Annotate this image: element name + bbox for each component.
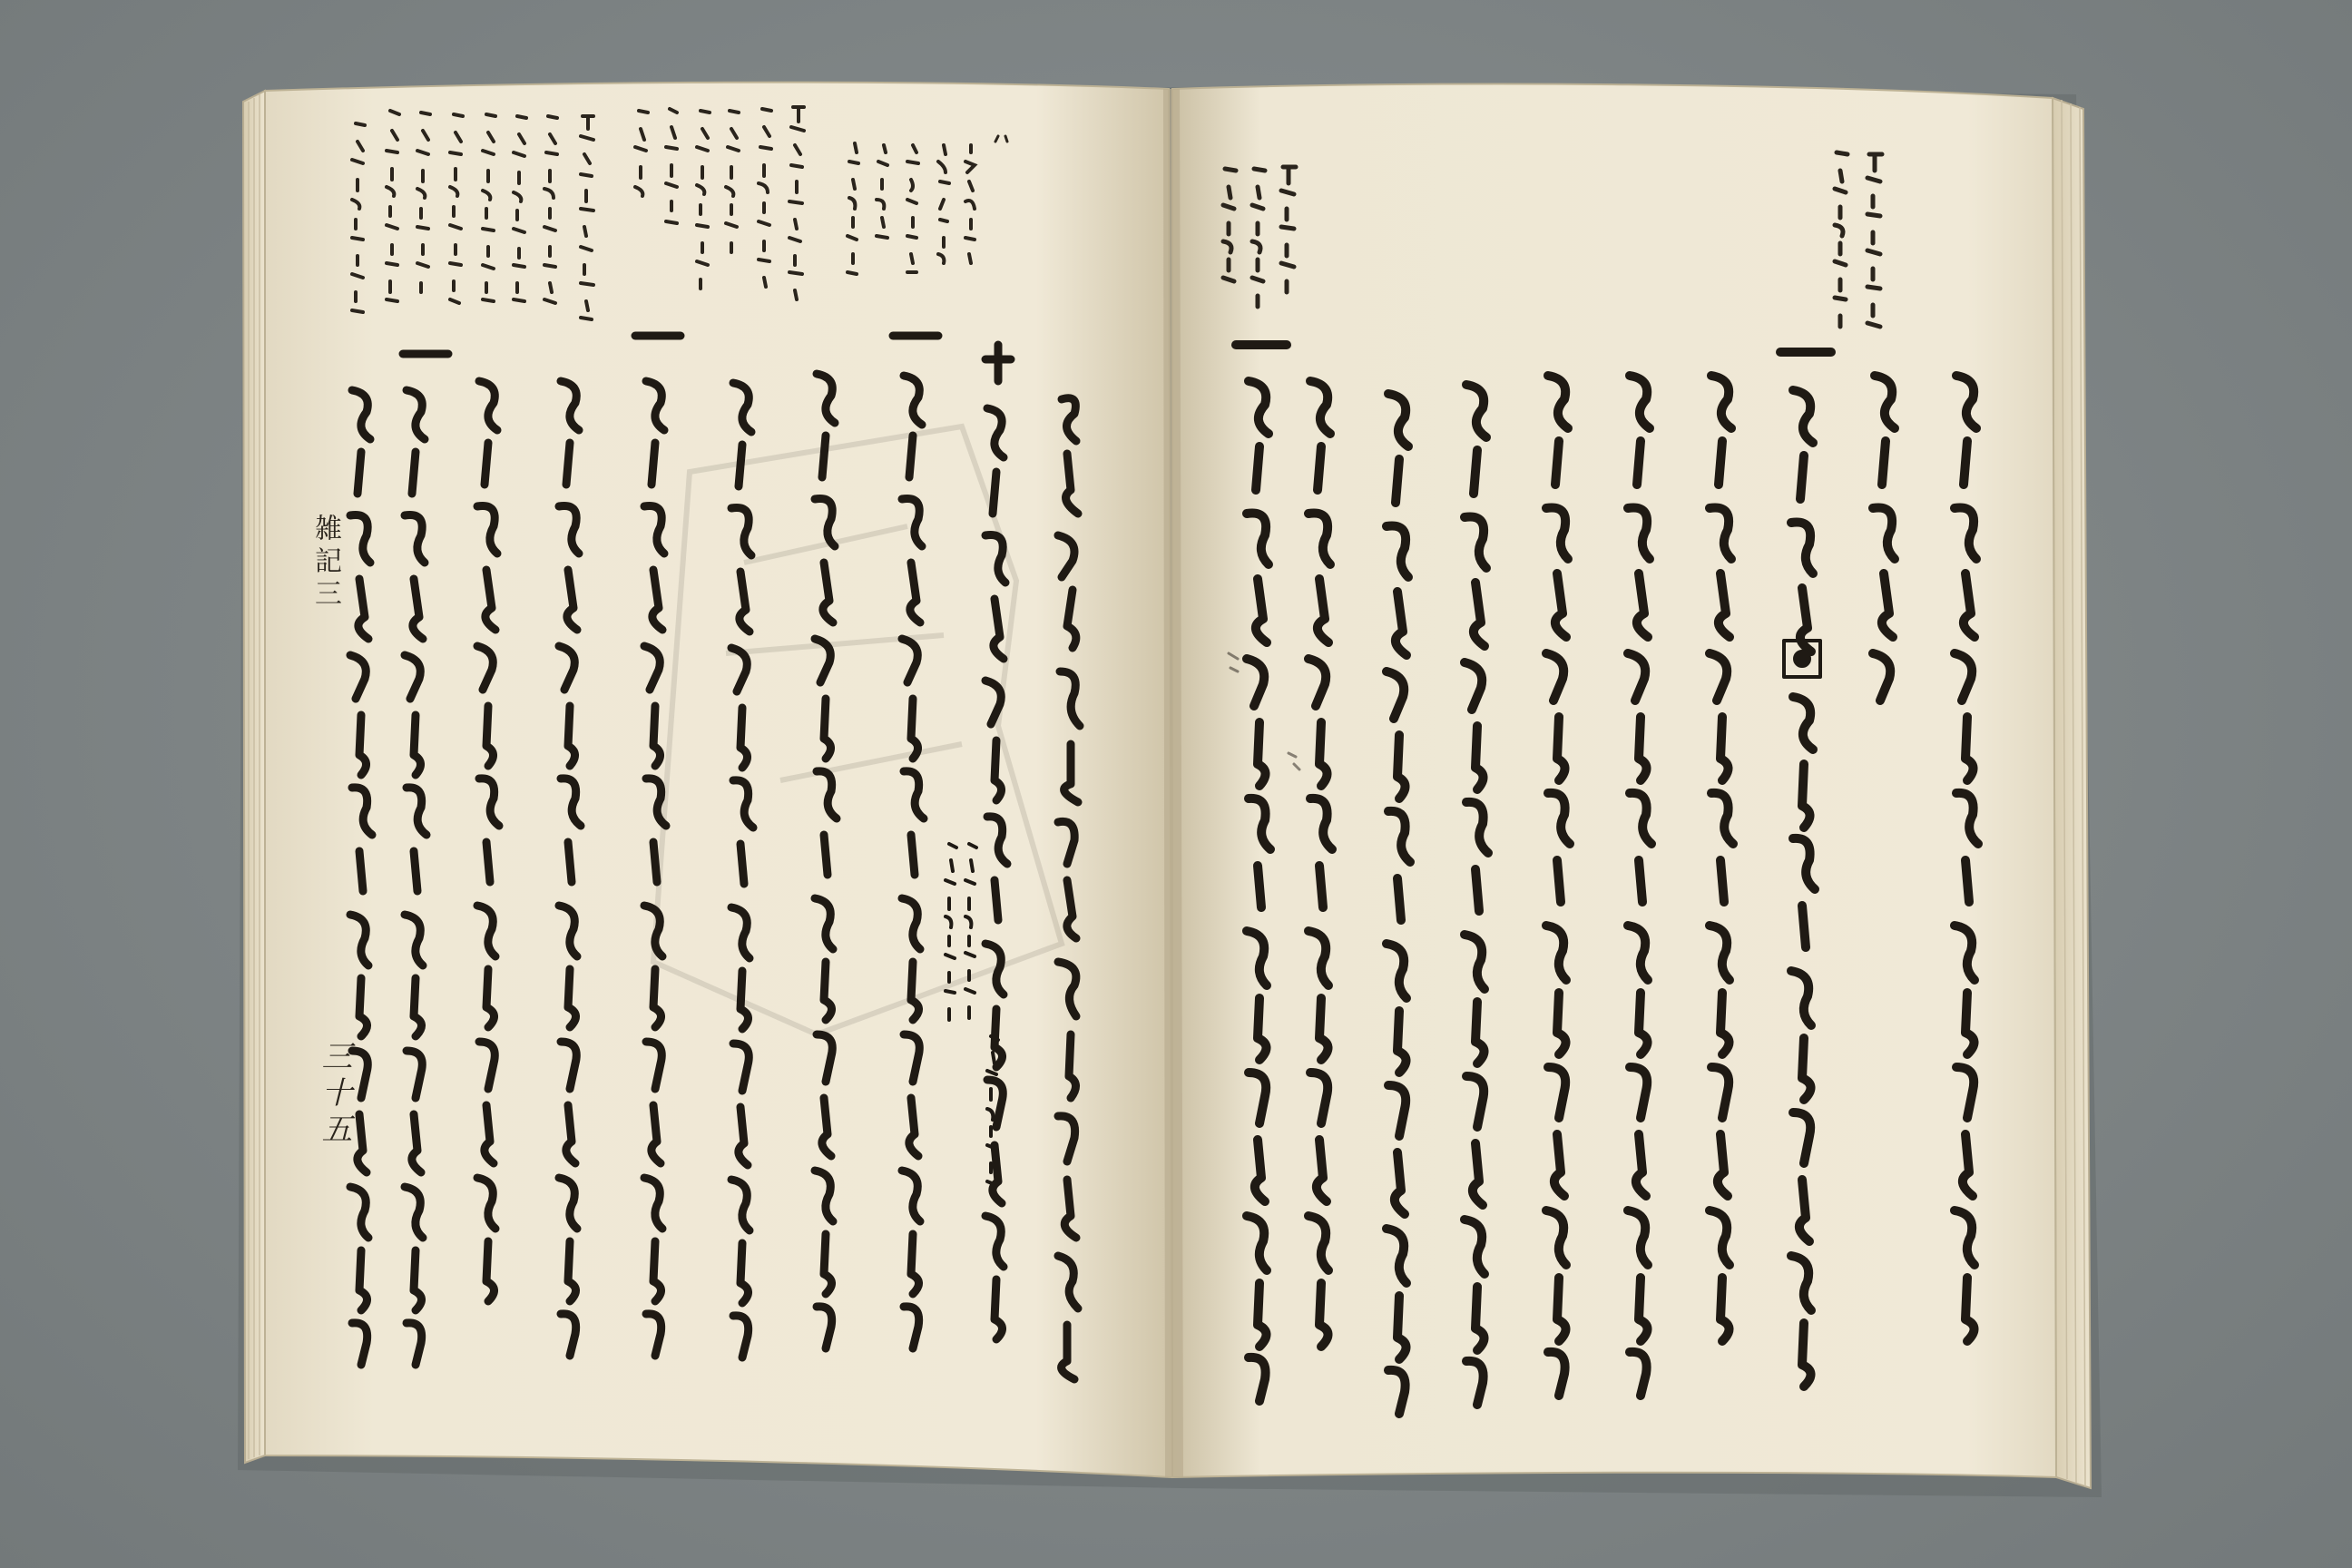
right-page xyxy=(1172,84,2056,1477)
page-number: 三十五 xyxy=(316,1040,352,1149)
left-page xyxy=(265,83,1172,1477)
margin-label: 雑記三 xyxy=(309,514,341,612)
